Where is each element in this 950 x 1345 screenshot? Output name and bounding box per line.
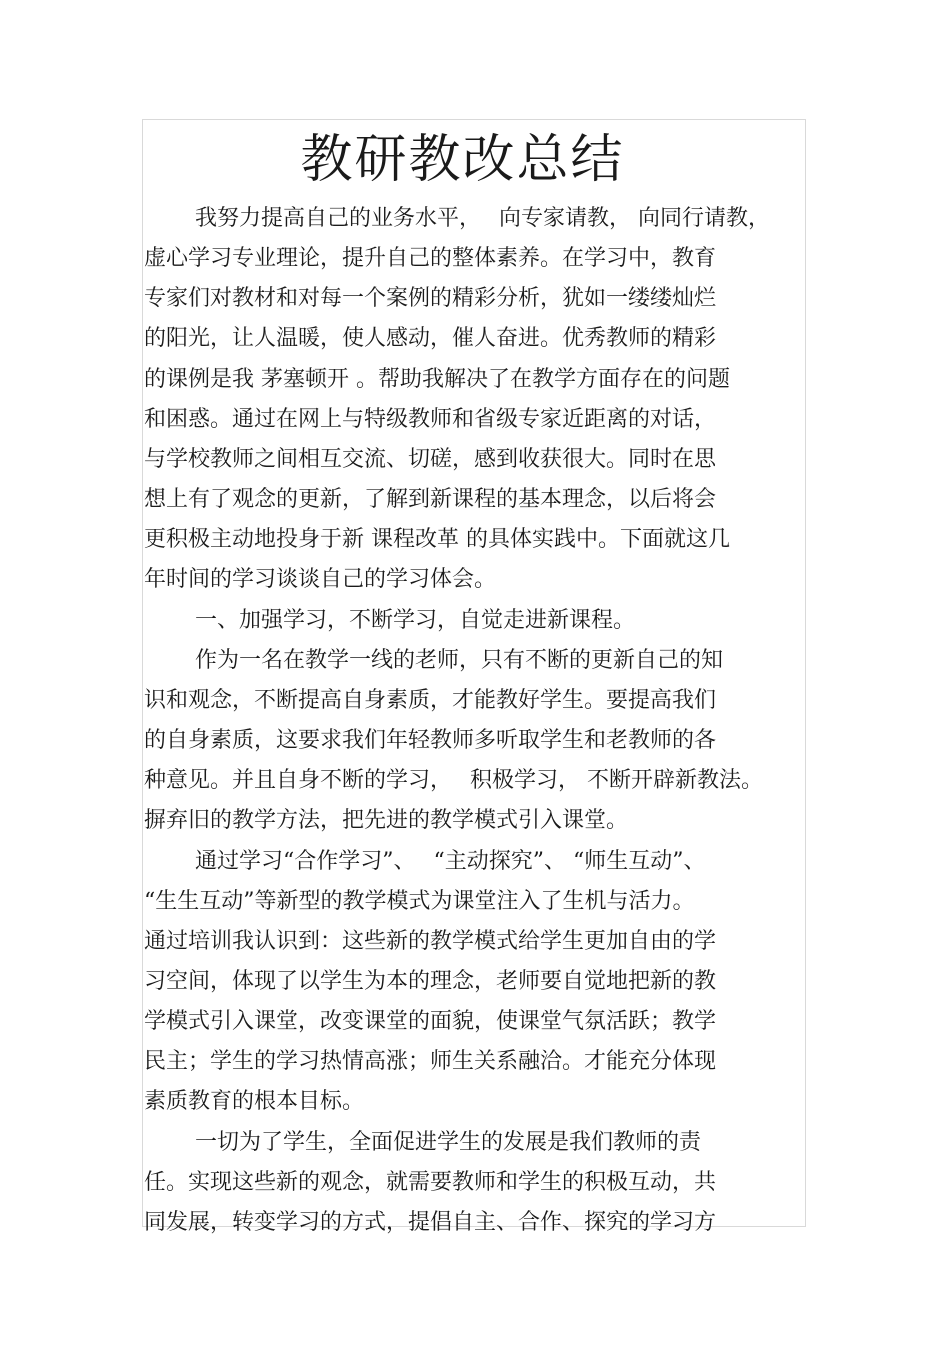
text-line: 任。实现这些新的观念，就需要教师和学生的积极互动，共 — [144, 1169, 717, 1195]
text-line: 种意见。并且自身不断的学习， 积极学习， 不断开辟新教法。 — [144, 768, 763, 794]
text-line: 作为一名在教学一线的老师，只有不断的更新自己的知 — [195, 647, 724, 673]
text-line: 想上有了观念的更新，了解到新课程的基本理念，以后将会 — [144, 487, 717, 513]
text-line: 通过学习“合作学习”、 “主动探究”、 “师生互动”、 — [195, 848, 706, 874]
text-line: 摒弃旧的教学方法，把先进的教学模式引入课堂。 — [144, 808, 629, 834]
text-line: 一、加强学习，不断学习，自觉走进新课程。 — [195, 607, 636, 633]
text-line: 习空间，体现了以学生为本的理念，老师要自觉地把新的教 — [144, 968, 717, 994]
document-body — [144, 199, 804, 1243]
text-line: 年时间的学习谈谈自己的学习体会。 — [144, 567, 497, 593]
text-line: 一切为了学生，全面促进学生的发展是我们教师的责 — [195, 1129, 702, 1155]
text-line: 的阳光，让人温暖，使人感动，催人奋进。优秀教师的精彩 — [144, 326, 717, 352]
text-line: 更积极主动地投身于新 课程改革 的具体实践中。下面就这几 — [144, 527, 730, 553]
text-line: 的自身素质，这要求我们年轻教师多听取学生和老教师的各 — [144, 728, 717, 754]
document-title: 教研教改总结 — [300, 130, 625, 190]
text-line: 学模式引入课堂，改变课堂的面貌，使课堂气氛活跃；教学 — [144, 1009, 717, 1035]
text-line: 素质教育的根本目标。 — [144, 1089, 365, 1115]
text-line: 与学校教师之间相互交流、切磋，感到收获很大。同时在思 — [144, 446, 717, 472]
text-line: 识和观念，不断提高自身素质，才能教好学生。要提高我们 — [144, 687, 717, 713]
text-line: 和困惑。通过在网上与特级教师和省级专家近距离的对话， — [144, 406, 717, 432]
text-line: 同发展，转变学习的方式，提倡自主、合作、探究的学习方 — [144, 1209, 717, 1235]
text-line: 我努力提高自己的业务水平， 向专家请教， 向同行请教， — [195, 206, 770, 231]
text-line: “生生互动”等新型的教学模式为课堂注入了生机与活力。 — [144, 888, 695, 914]
text-line: 专家们对教材和对每一个案例的精彩分析，犹如一缕缕灿烂 — [144, 286, 717, 312]
text-line: 民主；学生的学习热情高涨；师生关系融洽。才能充分体现 — [144, 1049, 717, 1075]
text-line: 通过培训我认识到：这些新的教学模式给学生更加自由的学 — [144, 928, 717, 954]
text-line: 虚心学习专业理论，提升自己的整体素养。在学习中，教育 — [144, 246, 717, 272]
text-line: 的课例是我 茅塞顿开 。帮助我解决了在教学方面存在的问题 — [144, 366, 730, 392]
